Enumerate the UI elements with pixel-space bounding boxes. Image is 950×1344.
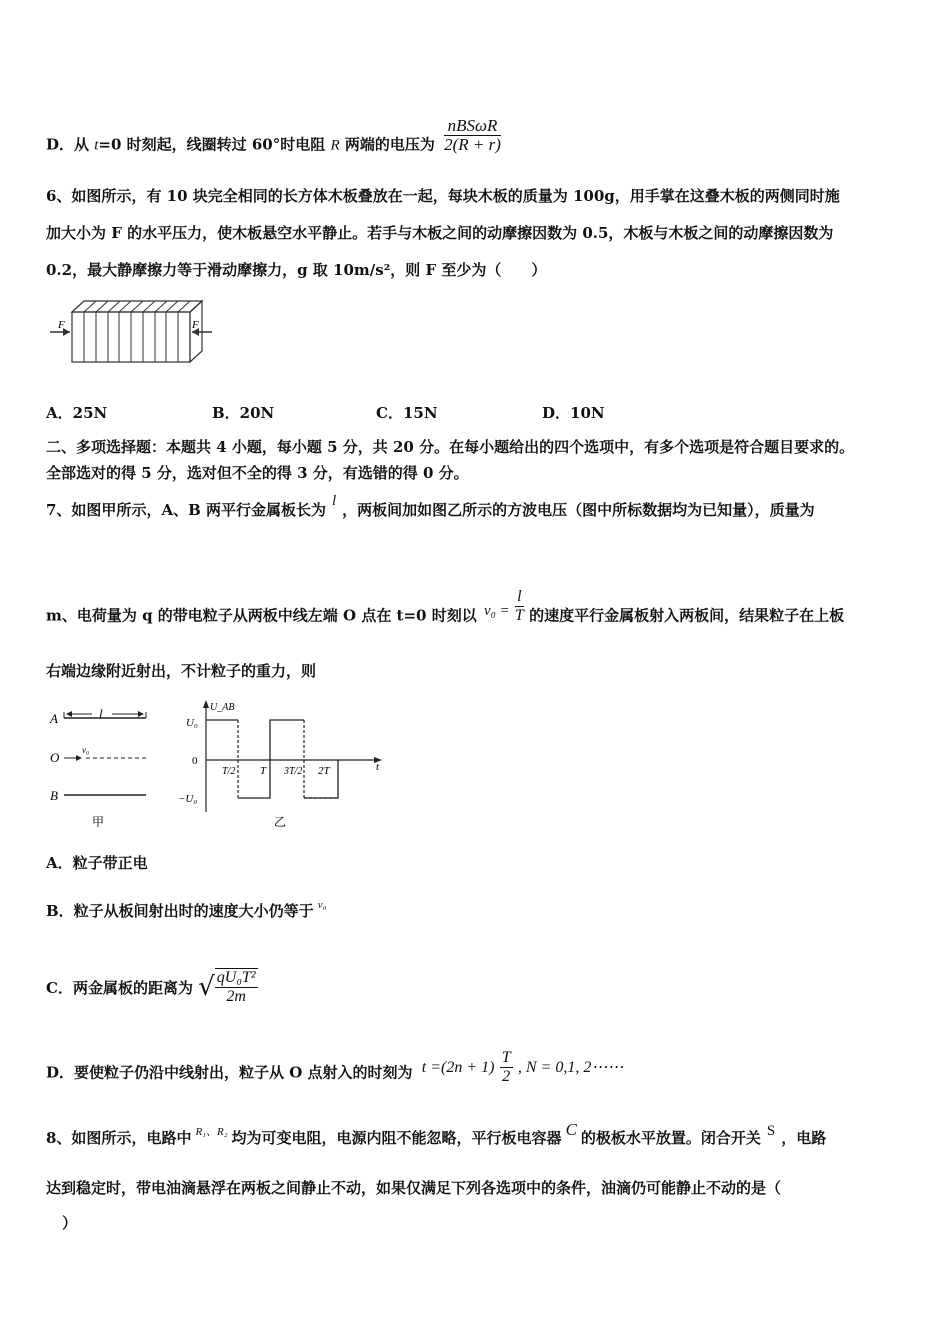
svg-text:A: A xyxy=(50,711,58,726)
q7-figure-voltage xyxy=(176,696,391,830)
section2-line-1: 二、多项选择题：本题共 4 小题，每小题 5 分，共 20 分。在每小题给出的四个选项中，有多个选项是符合题目要求的。 xyxy=(46,438,855,456)
svg-text:U_AB: U_AB xyxy=(210,702,235,713)
q6-fig-label-right: F xyxy=(192,319,199,331)
svg-text:t: t xyxy=(376,761,380,773)
q6-line-2: 加大小为 F 的水平压力，使木板悬空水平静止。若手与木板之间的动摩擦因数为 0.5，木板与木板之间的动摩擦因数为 xyxy=(46,224,834,242)
svg-text:l: l xyxy=(99,706,103,721)
q7-option-b: B．粒子从板间射出时的速度大小仍等于 $^{v_0}$ xyxy=(46,899,327,920)
svg-text:O: O xyxy=(50,750,60,765)
q6-option-d: D．10N xyxy=(542,404,605,422)
q8-line-2: 达到稳定时，带电油滴悬浮在两板之间静止不动，如果仅满足下列各选项中的条件，油滴仍可能静止不动的是（ xyxy=(46,1179,782,1197)
svg-text:−U₀: −U₀ xyxy=(178,793,198,805)
q7-option-c: C．两金属板的距离为 √ $\frac{\text{qU₀T²}}{2m}$ xyxy=(46,969,256,1005)
svg-text:v₀: v₀ xyxy=(82,745,90,755)
q7-line-2: m、电荷量为 q 的带电粒子从两板中线左端 O 点在 t=0 时刻以 v₀ = $\frac{l}{T}$ 的速度平行金属板射入两板间，结果粒子在上板 xyxy=(46,588,845,625)
q6-option-a: A．25N xyxy=(46,404,108,422)
q7-line-3: 右端边缘附近射出，不计粒子的重力，则 xyxy=(46,662,317,680)
svg-text:0: 0 xyxy=(192,755,198,767)
q8-line-3: ） xyxy=(62,1214,78,1232)
q7-line-1: 7、如图甲所示，A、B 两平行金属板长为 l ，两板间加如图乙所示的方波电压（图中所标数据均为已知量），质量为 xyxy=(46,493,815,519)
q7-option-a: A．粒子带正电 xyxy=(46,854,148,872)
q5-option-d: D．从 t=0 时刻起，线圈转过 60°时电阻 R 两端的电压为 $\frac{\text{nBSωR}}{2(R + r)}$ xyxy=(46,116,501,154)
svg-text:甲: 甲 xyxy=(92,815,105,829)
q5-fraction: $\frac{\text{nBSωR}}{2(R + r)}$ xyxy=(444,116,501,154)
q6-line-1: 6、如图所示，有 10 块完全相同的长方体木板叠放在一起，每块木板的质量为 100g，用手掌在这叠木板的两侧同时施 xyxy=(46,187,840,205)
svg-text:B: B xyxy=(50,788,58,803)
q6-line-3: 0.2，最大静摩擦力等于滑动摩擦力，g 取 10m/s²，则 F 至少为（ ） xyxy=(46,261,547,279)
q6-option-c: C．15N xyxy=(376,404,438,422)
svg-text:T/2: T/2 xyxy=(222,766,236,777)
q7-option-d: D．要使粒子仍沿中线射出，粒子从 O 点射入的时刻为 t =(2n + 1) $\frac{T}{2}$ , N = 0,1, 2⋯⋯ xyxy=(46,1049,624,1085)
q6-option-b: B．20N xyxy=(212,404,275,422)
q7-figure-plates xyxy=(46,700,156,830)
q8-line-1: 8、如图所示，电路中 $^{R_1、R_2}$ 均为可变电阻，电源内阻不能忽略，平行板电容器 C 的极板水平放置。闭合开关 S ，电路 xyxy=(46,1120,827,1147)
section2-line-2: 全部选对的得 5 分，选对但不全的得 3 分，有选错的得 0 分。 xyxy=(46,464,469,482)
q6-fig-label-left: F xyxy=(58,319,65,331)
svg-text:T: T xyxy=(260,765,267,777)
svg-text:U₀: U₀ xyxy=(186,717,198,729)
q6-boards-figure xyxy=(46,295,216,370)
svg-text:3T/2: 3T/2 xyxy=(284,766,303,777)
svg-text:2T: 2T xyxy=(318,765,330,777)
svg-text:乙: 乙 xyxy=(274,815,287,829)
